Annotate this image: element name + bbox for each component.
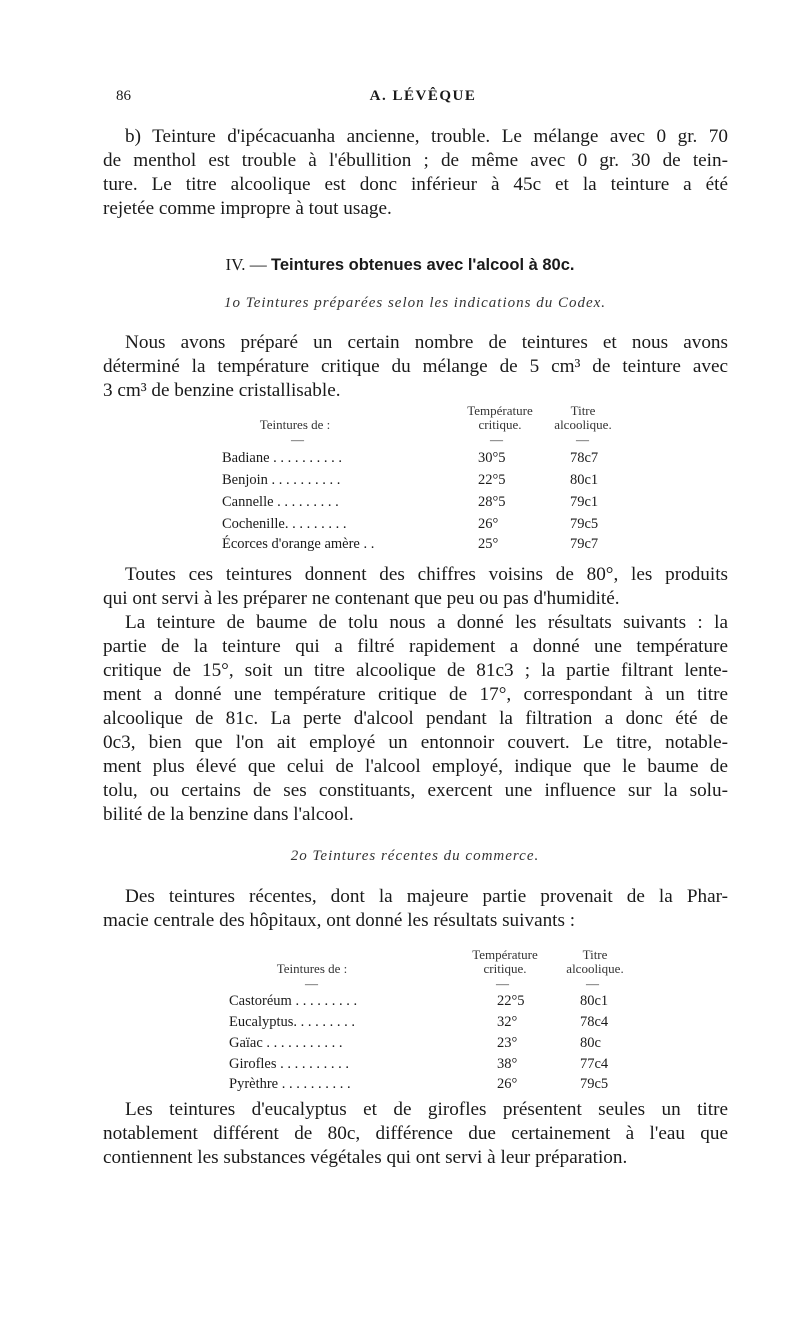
text-line: critique de 15°, soit un titre alcoolique de 81c3 ; la partie filtrant lente-: [103, 660, 728, 681]
text-line: tolu, ou certains de ses constituants, exercent une influence sur la solu-: [103, 780, 728, 801]
paragraph-conclusion: [103, 1098, 728, 1170]
row-titre: 78c4: [580, 1014, 609, 1030]
text-line: Toutes ces teintures donnent des chiffres voisins de 80°, les produits: [125, 564, 728, 585]
row-temperature: 22°5: [497, 993, 525, 1009]
column-header-titre: [538, 404, 628, 432]
header-dash: —: [586, 976, 599, 991]
subheading-codex: 1o Teintures préparées selon les indications du Codex.: [223, 295, 607, 311]
paragraph-intro-2: [103, 885, 728, 933]
column-header-titre: [550, 948, 640, 976]
row-titre: 80c1: [570, 472, 599, 488]
page-number: 86: [116, 88, 131, 104]
header-dash: —: [490, 432, 503, 447]
row-temperature: 30°5: [478, 450, 506, 466]
header-line: alcoolique.: [554, 417, 612, 432]
row-titre: 79c7: [570, 536, 599, 552]
section-title: Teintures obtenues avec l'alcool à 80c.: [271, 256, 575, 274]
column-header-name: Teintures de :: [259, 417, 331, 432]
paragraph-b: [103, 125, 728, 221]
header-dash: —: [291, 432, 304, 447]
row-temperature: 22°5: [478, 472, 506, 488]
text-line: de menthol est trouble à l'ébullition ; de même avec 0 gr. 30 de tein-: [103, 150, 728, 171]
paragraph-intro-1: [103, 331, 728, 403]
row-name: Girofles . . . . . . . . . .: [229, 1056, 350, 1072]
section-number: IV.: [225, 255, 246, 274]
header-line: alcoolique.: [566, 961, 624, 976]
text-line: partie de la teinture qui a filtré rapidement a donné une température: [103, 636, 728, 657]
row-name: Gaïac . . . . . . . . . . .: [229, 1035, 343, 1051]
header-line: critique.: [483, 961, 527, 976]
row-titre: 79c5: [580, 1076, 609, 1092]
text-line: ment plus élevé que celui de l'alcool employé, indique que le baume de: [103, 756, 728, 777]
row-titre: 79c5: [570, 516, 599, 532]
paragraph-tolu: [103, 563, 728, 827]
row-name: Eucalyptus. . . . . . . . .: [229, 1014, 356, 1030]
section-dash: —: [249, 255, 267, 274]
text-line: contiennent les substances végétales qui ont servi à leur préparation.: [103, 1147, 628, 1168]
text-line: Les teintures d'eucalyptus et de girofles présentent seules un titre: [125, 1099, 728, 1120]
text-line: notablement différent de 80c, différence due certainement à l'eau que: [103, 1123, 728, 1144]
row-titre: 78c7: [570, 450, 599, 466]
header-dash: —: [576, 432, 589, 447]
text-line: Des teintures récentes, dont la majeure partie provenait de la Phar-: [125, 886, 728, 907]
text-line: b) Teinture d'ipécacuanha ancienne, trouble. Le mélange avec 0 gr. 70: [125, 126, 728, 147]
text-line: 0c3, bien que l'on ait employé un entonnoir couvert. Le titre, notable-: [103, 732, 728, 753]
row-name: Cannelle . . . . . . . . .: [222, 494, 339, 510]
row-temperature: 28°5: [478, 494, 506, 510]
header-dash: —: [305, 976, 318, 991]
section-heading: [0, 255, 800, 275]
row-temperature: 26°: [478, 516, 499, 532]
row-titre: 80c: [580, 1035, 601, 1051]
row-titre: 77c4: [580, 1056, 609, 1072]
text-line: bilité de la benzine dans l'alcool.: [103, 804, 354, 825]
text-line: La teinture de baume de tolu nous a donné les résultats suivants : la: [125, 612, 728, 633]
text-line: rejetée comme impropre à tout usage.: [103, 198, 392, 219]
header-dash: —: [496, 976, 509, 991]
text-line: alcoolique de 81c. La perte d'alcool pendant la filtration a donc été de: [103, 708, 728, 729]
text-line: déterminé la température critique du mélange de 5 cm³ de teinture avec: [103, 356, 728, 377]
row-temperature: 25°: [478, 536, 499, 552]
column-header-name: Teintures de :: [276, 961, 348, 976]
row-temperature: 26°: [497, 1076, 518, 1092]
page-header: [116, 88, 730, 112]
header-line: critique.: [478, 417, 522, 432]
row-temperature: 38°: [497, 1056, 518, 1072]
row-name: Écorces d'orange amère . .: [222, 536, 375, 552]
row-name: Cochenille. . . . . . . . .: [222, 516, 347, 532]
row-name: Badiane . . . . . . . . . .: [222, 450, 343, 466]
row-temperature: 23°: [497, 1035, 518, 1051]
row-name: Benjoin . . . . . . . . . .: [222, 472, 341, 488]
header-line: Température: [472, 947, 538, 962]
row-titre: 79c1: [570, 494, 599, 510]
row-titre: 80c1: [580, 993, 609, 1009]
header-line: Température: [467, 403, 533, 418]
row-temperature: 32°: [497, 1014, 518, 1030]
text-line: ment a donné une température critique de 17°, correspondant à un titre: [103, 684, 728, 705]
subheading-commerce: 2o Teintures récentes du commerce.: [290, 848, 540, 864]
column-header-temperature: [450, 948, 560, 976]
text-line: macie centrale des hôpitaux, ont donné les résultats suivants :: [103, 910, 576, 931]
header-line: Titre: [582, 947, 608, 962]
header-line: Titre: [570, 403, 596, 418]
row-name: Castoréum . . . . . . . . .: [229, 993, 358, 1009]
running-title: A. LÉVÊQUE: [369, 88, 477, 104]
row-name: Pyrèthre . . . . . . . . . .: [229, 1076, 351, 1092]
text-line: qui ont servi à les préparer ne contenant que peu ou pas d'humidité.: [103, 588, 620, 609]
text-line: Nous avons préparé un certain nombre de teintures et nous avons: [125, 332, 728, 353]
text-line: 3 cm³ de benzine cristallisable.: [103, 380, 341, 401]
text-line: ture. Le titre alcoolique est donc inférieur à 45c et la teinture a été: [103, 174, 728, 195]
